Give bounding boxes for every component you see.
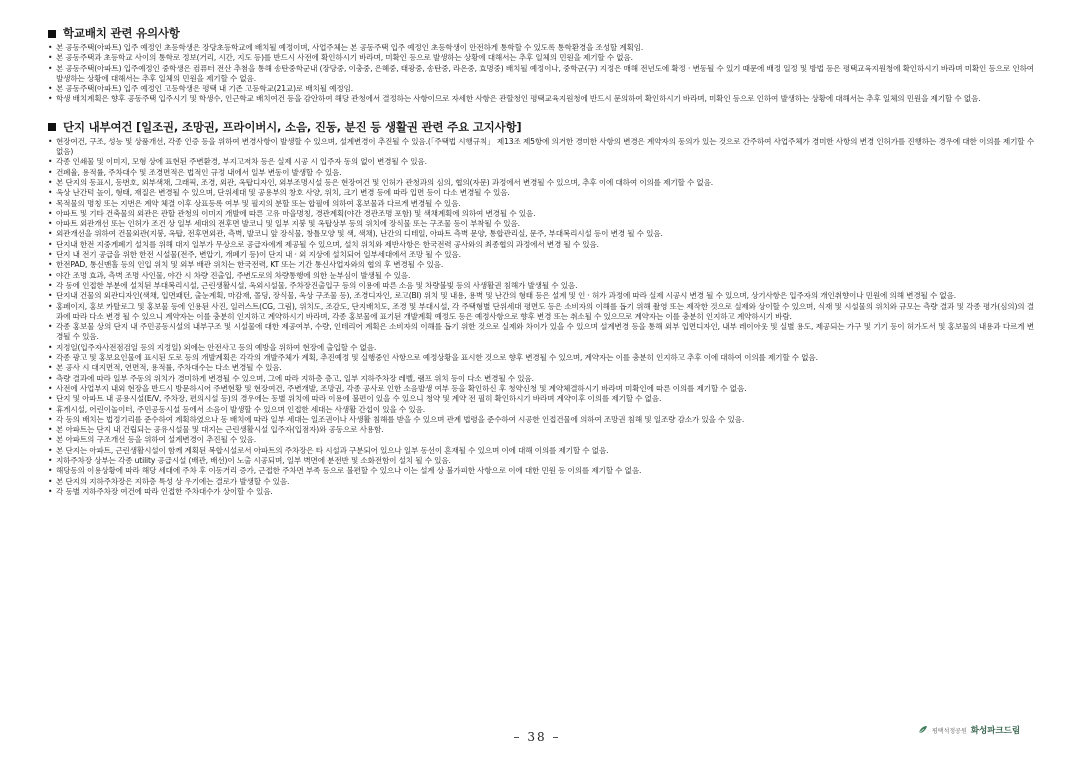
notice-item: • 본 단지의 동표시, 동번호, 외부색채, 그래픽, 조경, 외관, 옥탑디자인, 외부조명시설 등은 현장여건 및 인허가 관청과의 심의, 협의(자문) 과정에서 변경될 수 있으며, 추후 이에 대하여 이의를 제기할 수 없음. [48, 178, 1034, 188]
leaf-logo-icon [918, 725, 928, 735]
notice-item: • 각 동에 인접한 부분에 설치된 부대복리시설, 근린생활시설, 옥외시설물, 주차장진출입구 등의 이용에 따른 소음 및 차량불빛 등의 사생활권 침해가 발생될 수 있음. [48, 281, 1034, 291]
notice-item: • 지정일(입주자사전점검일 등의 지정일) 외에는 안전사고 등의 예방을 위하여 현장에 출입할 수 없음. [48, 343, 1034, 353]
section-complex-conditions [48, 120, 1034, 497]
notice-item: • 학생 배치계획은 향후 공동주택 입주시기 및 학생수, 인근학교 배치여건 등을 감안하여 해당 관청에서 결정하는 사항이므로 자세한 사항은 관할청인 평택교육지원청에 반드시 문의하여 확인하시기 바라며, 미확인 등으로 인하여 발생하는 상황에 대해서는 추후 일체의 민원을 제기할 수 없음. [48, 94, 1034, 104]
notice-item: • 본 아파트는 단지 내 건립되는 공유시설물 및 대지는 근린생활시설 입주자(입점자)와 공동으로 사용함. [48, 425, 1034, 435]
notice-item: • 옥상 난간턱 높이, 형태, 재질은 변경될 수 있으며, 단위세대 및 공용부의 창호 사양, 위치, 크기 변경 등에 따라 입면 등이 다소 변경될 수 있음. [48, 188, 1034, 198]
notice-item: • 해당동의 이용상황에 따라 해당 세대에 주차 후 이동거리 증가, 근접한 주차면 부족 등으로 불편할 수 있으나 이는 설계 상 불가피한 사항으로 이에 대한 민원 등 이의를 제기할 수 없음. [48, 466, 1034, 476]
notice-item: • 현장여건, 구조, 성능 및 상품개선, 각종 인증 등을 위하여 변경사항이 발생할 수 있으며, 설계변경이 추진될 수 있음.(「주택법 시행규칙」 제13조 제5항에 의거한 경미한 사항의 변경은 계약자의 동의가 있는 것으로 간주하여 사업주체가 경미한 사항의 변경 인허가를 진행하는 경우에 대한 이의를 제기할 수 없음) [48, 137, 1034, 158]
notice-list [48, 137, 1034, 497]
notice-item: • 목적물의 명칭 또는 지번은 계약 체결 이후 상표등록 여부 및 필지의 분할 또는 합필에 의하여 홍보물과 다르게 변경될 수 있음. [48, 199, 1034, 209]
notice-item: • 본 아파트의 구조개선 등을 위하여 설계변경이 추진될 수 있음. [48, 435, 1034, 445]
notice-item: • 단지 내 전기 공급을 위한 한전 시설물(전주, 변압기, 개폐기 등)이 단지 내 · 외 지상에 설치되어 일부세대에서 조망 될 수 있음. [48, 250, 1034, 260]
square-bullet-icon [48, 123, 56, 131]
notice-item: • 각종 인쇄물 및 이미지, 모형 상에 표현된 주변환경, 부지고저차 등은 실제 시공 시 입주자 동의 없이 변경될 수 있음. [48, 157, 1034, 167]
document-page [48, 26, 1034, 497]
notice-item: • 본 공동주택(아파트) 입주 예정인 고등학생은 평택 내 기존 고등학교(21교)로 배치될 예정임. [48, 84, 1034, 94]
notice-item: • 단지내 건물의 외관디자인(색채, 입면패턴, 출눈계획, 마감재, 몰딩, 장식물, 옥상 구조물 등), 조경디자인, 로고(BI) 위치 및 내용, 용벽 및 난간의 형태 등은 설계 및 인 · 허가 과정에 따라 실제 시공시 변경 될 수 있으며, 상기사항은 입주자의 개인취향이나 민원에 의해 변경될 수 없음. [48, 291, 1034, 301]
notice-item: • 한전PAD, 통신맨홀 등의 인입 위치 및 외부 배관 위치는 한국전력, KT 또는 기간 통신사업자와의 협의 후 변경될 수 있음. [48, 260, 1034, 270]
notice-item: • 본 공사 시 대지면적, 연면적, 용적률, 주차대수는 다소 변경될 수 있음. [48, 363, 1034, 373]
notice-item: • 본 공동주택(아파트) 입주예정인 중학생은 컴퓨터 전산 추첨을 통해 송탄중학군내 (장당중, 이충중, 은혜중, 태광중, 송탄중, 라온중, 효명중) 배치될 예정이나, 중학군(구) 지정은 매해 전년도에 확정 · 변동될 수 있기 때문에 배정 일정 및 방법 등은 평택교육지원청에 확인하시기 바라며 미확인 등으로 인하여 발생하는 상황에 대해서는 추후 일체의 민원을 제기할 수 없음. [48, 64, 1034, 85]
notice-item: • 각 동의 배치는 법정기리를 준수하여 계획하였으나 동 배치에 따라 일부 세대는 일조권이나 사생활 침해를 받을 수 있으며 관계 법령을 준수하여 시공한 인접건물에 의하여 조망권 침해 및 일조량 감소가 있을 수 있음. [48, 415, 1034, 425]
notice-item: • 본 단지는 아파트, 근린생활시설이 함께 계획된 복합시설로서 아파트의 주차장은 타 시설과 구분되어 있으나 일부 동선이 혼재될 수 있으며 이에 대해 이의를 제기할 수 없음. [48, 446, 1034, 456]
notice-item: • 본 단지의 지하주차장은 지하층 특성 상 우기에는 결로가 발생할 수 있음. [48, 477, 1034, 487]
section-title: 단지 내부여건 [일조권, 조망권, 프라이버시, 소음, 진동, 분진 등 생활권 관련 주요 고지사항] [48, 120, 1034, 135]
notice-item: • 아파트 및 기타 건축물의 외관은 관할 관청의 이미지 개발에 따른 고유 마을명칭, 경관계획(야간 경관조명 포함) 및 색채계획에 의하여 변경될 수 있음. [48, 209, 1034, 219]
notice-item: • 측량 결과에 따라 일부 주동의 위치가 경미하게 변경될 수 있으며, 그에 따라 지하층 층고, 일부 지하주차장 레벨, 램프 위치 등이 다소 변경될 수 있음. [48, 374, 1034, 384]
brand-logo [918, 724, 1020, 736]
notice-item: • 아파트 외관개선 또는 인허가 조건 상 일부 세대의 전후면 발코니 및 일부 지붕 및 옥탑상부 등의 위치에 장식물 또는 구조물 등이 부착될 수 있음. [48, 219, 1034, 229]
square-bullet-icon [48, 30, 56, 38]
notice-item: • 외관개선을 위하여 건물외관(지붕, 옥탑, 전후면외관, 측벽, 발코니 앞 장식물, 창틀모양 및 색, 색채), 난간의 디테일, 아파트 측벽 문양, 통합관리실, 문주, 부대복리시설 등이 변경 될 수 있음. [48, 229, 1034, 239]
notice-item: • 건폐율, 용적률, 주차대수 및 조경면적은 법적인 규정 내에서 일부 변동이 발생할 수 있음. [48, 168, 1034, 178]
notice-item: • 휴게시설, 어린이놀이터, 주민공동시설 등에서 소음이 발생할 수 있으며 인접한 세대는 사생활 간섭이 있을 수 있음. [48, 405, 1034, 415]
notice-item: • 지하주차장 상부는 각종 utility 공급시설 (배관, 배선)이 노출 시공되며, 일부 벽면에 분전반 및 소화전함이 설치 될 수 있음. [48, 456, 1034, 466]
brand-name: 화성파크드림 [970, 726, 1021, 736]
notice-item: • 사전에 사업부지 내외 현장을 반드시 방문하시어 주변현황 및 현장여건, 주변개발, 조망권, 각종 공사로 인한 소음발생 여부 등을 확인하신 후 청약신청 및 계약체결하시기 바라며 미확인에 따른 이의를 제기할 수 없음. [48, 384, 1034, 394]
notice-item: • 단지 및 아파트 내 공용시설(E/V, 주차장, 편의시설 등)의 경우에는 동별 위치에 따라 이용에 불편이 있을 수 있으니 청약 및 계약 전 필히 확인하시기 바라며 계약이후 이의를 제기할 수 없음. [48, 394, 1034, 404]
section-title: 학교배치 관련 유의사항 [48, 26, 1034, 41]
notice-list [48, 43, 1034, 105]
notice-item: • 본 공동주택(아파트) 입주 예정인 초등학생은 장당초등학교에 배치될 예정이며, 사업주체는 본 공동주택 입주 예정인 초등학생이 안전하게 통학할 수 있도록 통학환경을 조성할 계획임. [48, 43, 1034, 53]
notice-item: • 단지내 한전 지중게폐기 설치를 위해 대지 일부가 무상으로 공급자에게 제공될 수 있으며, 설치 위치와 제반사항은 한국전력 공사와의 최종협의 과정에서 변경 될 수 있음. [48, 240, 1034, 250]
page-number: – 38 – [513, 730, 561, 744]
notice-item: • 야간 조명 효과, 측벽 조명 사인물, 야간 시 차량 진출입, 주변도로의 차량통행에 의한 눈부심이 발생될 수 있음. [48, 271, 1034, 281]
notice-item: • 홍페이지, 홍보 카탈로그 및 홍보물 등에 인용된 사진, 일러스트(CG, 그림), 위치도, 조감도, 단지배치도, 조경 및 부대시설, 각 주택형별 단위세대 평면도 등은 소비자의 이해를 돕기 위해 촬영 또는 제작한 것으로 실제와 상이할 수 있으며, 식재 및 시설물의 위치와 규모는 측량 결과 및 각종 평가(심의)의 결과에 따라 다소 변경 될 수 있으니 계약자는 이를 충분히 인지하고 계약하시기 바라며, 각종 홍보물에 표기된 개발계획 예정도 등은 예정사항으로 향후 변경 또는 취소될 수 있으므로 계약자는 이를 충분히 인지하고 계약하시기 바람. [48, 302, 1034, 323]
notice-item: • 각종 광고 및 홍보요인물에 표시된 도로 등의 개발계획은 각각의 개발주체가 계획, 추진예정 및 실행중인 사항으로 예정상황을 표시한 것으로 향후 변경될 수 있으며, 계약자는 이를 충분히 인지하고 추후 이에 대하여 이의를 제기할 수 없음. [48, 353, 1034, 363]
brand-company: 평택석정공원 [932, 727, 967, 735]
section-school [48, 26, 1034, 105]
notice-item: • 각 동별 지하주차장 여건에 따라 인접한 주차대수가 상이할 수 있음. [48, 487, 1034, 497]
notice-item: • 각종 홍보물 상의 단지 내 주민공동시설의 내부구조 및 시설물에 대한 제공여부, 수량, 인테리어 계획은 소비자의 이해를 돕기 위한 것으로 실제와 차이가 있을 수 있으며 설계변경 등을 통해 외부 입면디자인, 내부 레이아웃 및 실별 용도, 제공되는 가구 및 기기 등이 허가도서 및 홍보물의 내용과 다르게 변경될 수 있음. [48, 322, 1034, 343]
notice-item: • 본 공동주택과 초등학교 사이의 통학로 정보(거리, 시간, 지도 등)를 반드시 사전에 확인하시기 바라며, 미확인 등으로 발생하는 상황에 대해서는 추후 일체의 민원을 제기할 수 없음. [48, 53, 1034, 63]
